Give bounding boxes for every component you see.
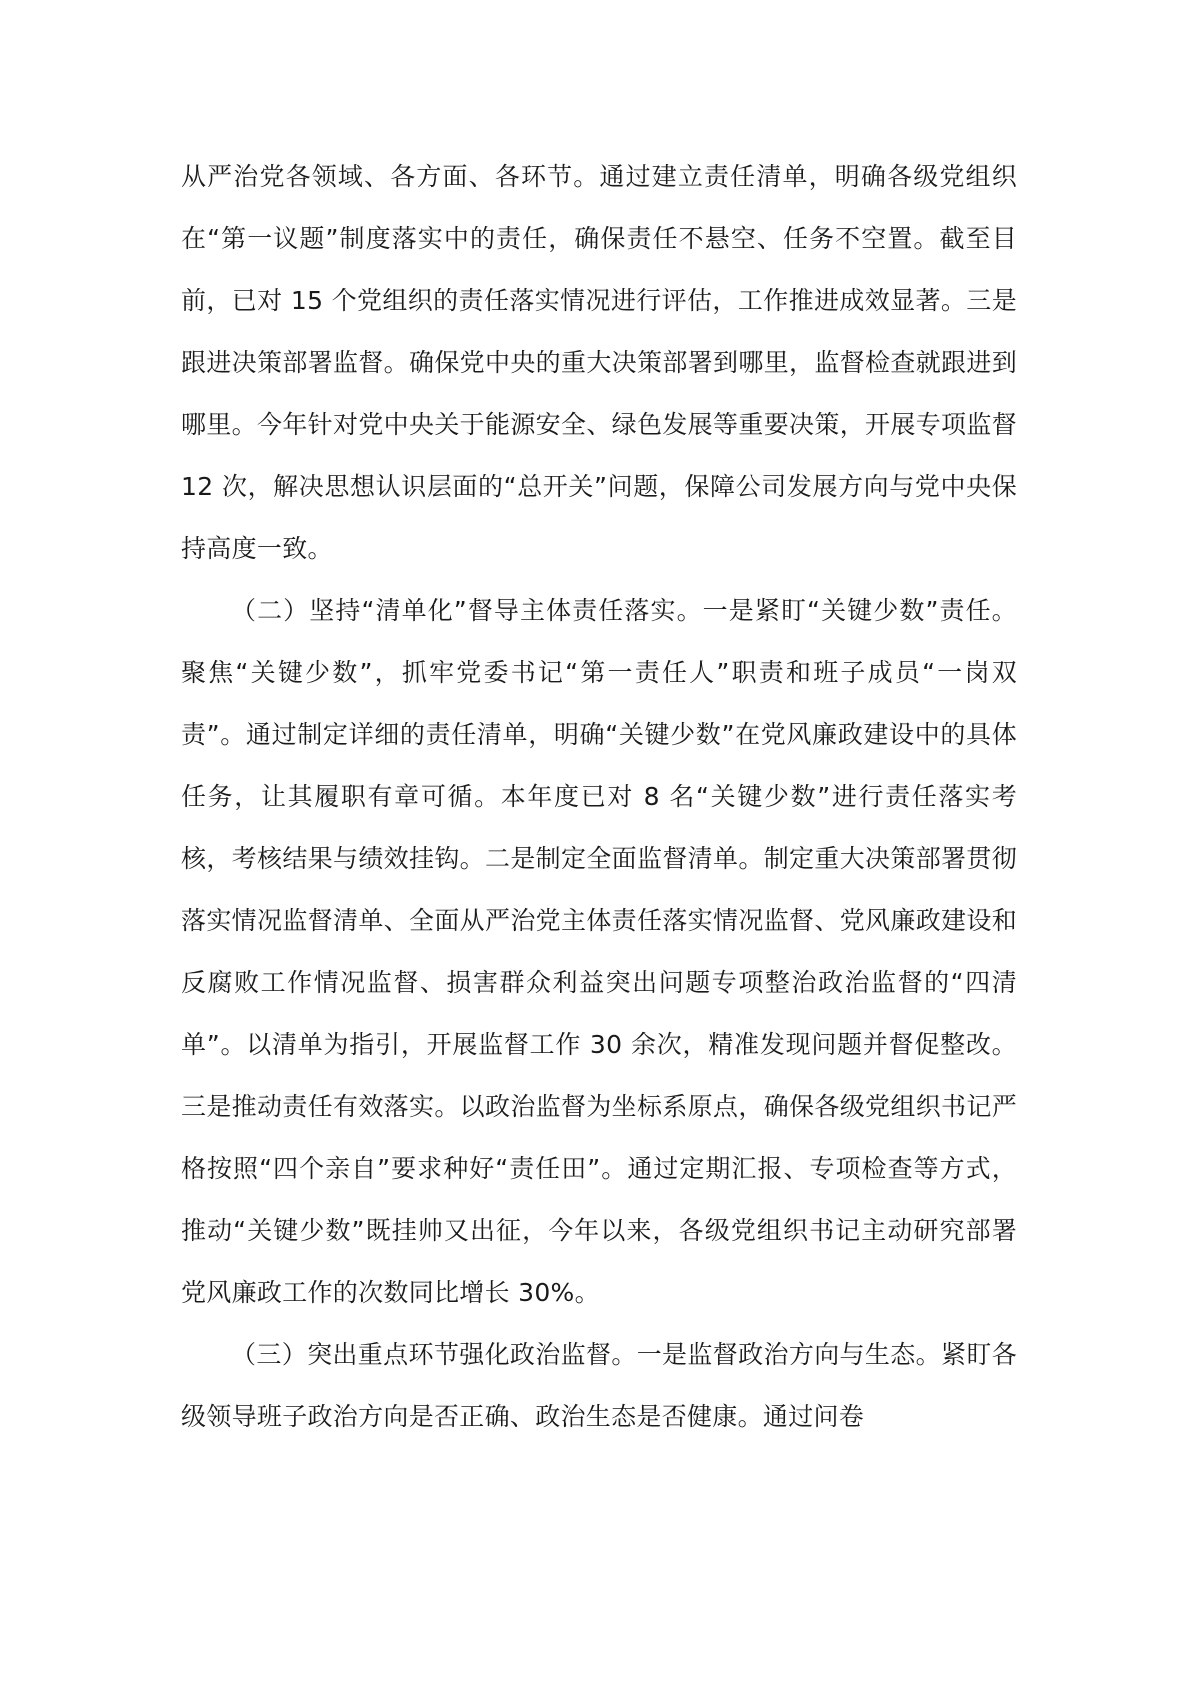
document-body (181, 146, 1017, 1448)
paragraph-2: （二）坚持“清单化”督导主体责任落实。一是紧盯“关键少数”责任。聚焦“关键少数”，抓牢党委书记“第一责任人”职责和班子成员“一岗双责”。通过制定详细的责任清单，明确“关键少数”在党风廉政建设中的具体任务，让其履职有章可循。本年度已对 8 名“关键少数”进行责任落实考核，考核结果与绩效挂钩。二是制定全面监督清单。制定重大决策部署贯彻落实情况监督清单、全面从严治党主体责任落实情况监督、党风廉政建设和反腐败工作情况监督、损害群众利益突出问题专项整治政治监督的“四清单”。以清单为指引，开展监督工作 30 余次，精准发现问题并督促整改。三是推动责任有效落实。以政治监督为坐标系原点，确保各级党组织书记严格按照“四个亲自”要求种好“责任田”。通过定期汇报、专项检查等方式，推动“关键少数”既挂帅又出征，今年以来，各级党组织书记主动研究部署党风廉政工作的次数同比增长 30%。 (181, 596, 1017, 1307)
paragraph-3: （三）突出重点环节强化政治监督。一是监督政治方向与生态。紧盯各级领导班子政治方向是否正确、政治生态是否健康。通过问卷 (181, 1340, 1017, 1431)
paragraph-1: 从严治党各领域、各方面、各环节。通过建立责任清单，明确各级党组织在“第一议题”制度落实中的责任，确保责任不悬空、任务不空置。截至目前，已对 15 个党组织的责任落实情况进行评估，工作推进成效显著。三是跟进决策部署监督。确保党中央的重大决策部署到哪里，监督检查就跟进到哪里。今年针对党中央关于能源安全、绿色发展等重要决策，开展专项监督 12 次，解决思想认识层面的“总开关”问题，保障公司发展方向与党中央保持高度一致。 (181, 162, 1017, 563)
